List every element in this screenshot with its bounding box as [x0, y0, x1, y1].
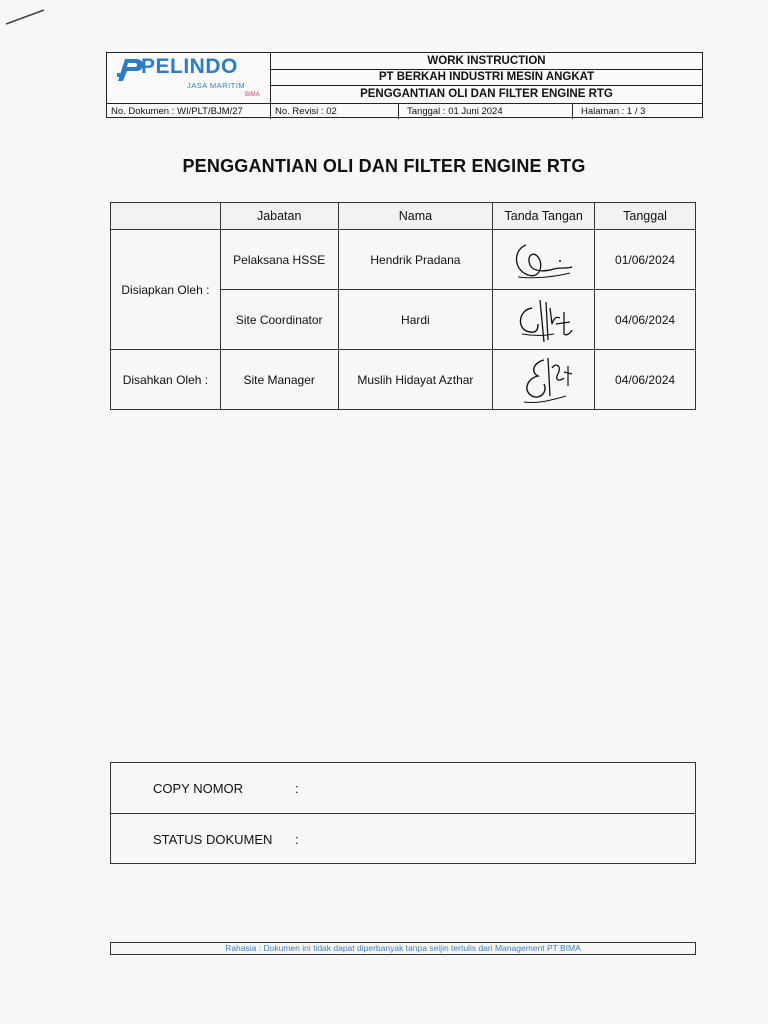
tanggal-cell: 04/06/2024 — [595, 350, 696, 410]
nama-cell: Muslih Hidayat Azthar — [338, 350, 493, 410]
signature-image — [504, 352, 584, 408]
copy-status-box — [110, 762, 696, 864]
page-title: PENGGANTIAN OLI DAN FILTER ENGINE RTG — [182, 156, 586, 176]
signature-image — [504, 235, 584, 285]
logo-subtitle: JASA MARITIM — [187, 81, 246, 90]
doc-revision: No. Revisi : 02 — [271, 104, 399, 119]
signature-cell — [493, 290, 595, 350]
company-name: PT BERKAH INDUSTRI MESIN ANGKAT — [271, 69, 702, 86]
doc-page: Halaman : 1 / 3 — [581, 106, 646, 117]
group-label: Disiapkan Oleh : — [111, 230, 221, 350]
status-colon: : — [295, 831, 299, 847]
nama-cell: Hardi — [338, 290, 493, 350]
copy-number-colon: : — [295, 780, 299, 796]
doc-number: No. Dokumen : WI/PLT/BJM/27 — [107, 104, 271, 119]
signature-cell — [493, 230, 595, 290]
scan-mark — [0, 0, 60, 30]
doc-meta-row — [107, 103, 702, 119]
copy-number-label: COPY NOMOR — [153, 780, 244, 796]
group-label: Disahkan Oleh : — [111, 350, 221, 410]
jabatan-cell: Site Coordinator — [220, 290, 338, 350]
tanggal-cell: 04/06/2024 — [595, 290, 696, 350]
status-label: STATUS DOKUMEN — [153, 831, 273, 847]
logo-tag: BIMA — [245, 92, 260, 98]
logo-brand: PELINDO — [141, 55, 238, 78]
copy-number-row — [111, 763, 695, 814]
jabatan-cell: Pelaksana HSSE — [220, 230, 338, 290]
nama-cell: Hendrik Pradana — [338, 230, 493, 290]
doc-subject: PENGGANTIAN OLI DAN FILTER ENGINE RTG — [360, 88, 613, 100]
company-logo — [107, 53, 271, 103]
pelindo-logo-icon — [115, 57, 143, 83]
confidential-footer: Rahasia : Dokumen ini tidak dapat diperbanyak tanpa seijin tertulis dari Management PT BIMA — [110, 942, 696, 955]
table-row — [111, 350, 696, 410]
table-header-cell: Jabatan — [220, 203, 338, 230]
table-header-row — [111, 203, 696, 230]
status-row — [111, 814, 695, 864]
table-header-empty — [111, 203, 221, 230]
table-header-cell: Tanggal — [595, 203, 696, 230]
signature-image — [504, 294, 584, 346]
table-header-cell: Nama — [338, 203, 493, 230]
table-row — [111, 230, 696, 290]
doc-date: Tanggal : 01 Juni 2024 — [399, 104, 573, 119]
signature-cell — [493, 350, 595, 410]
table-header-cell: Tanda Tangan — [493, 203, 595, 230]
document-header — [106, 52, 703, 118]
jabatan-cell: Site Manager — [220, 350, 338, 410]
tanggal-cell: 01/06/2024 — [595, 230, 696, 290]
approval-table — [110, 202, 696, 410]
doc-type: WORK INSTRUCTION — [271, 53, 702, 70]
